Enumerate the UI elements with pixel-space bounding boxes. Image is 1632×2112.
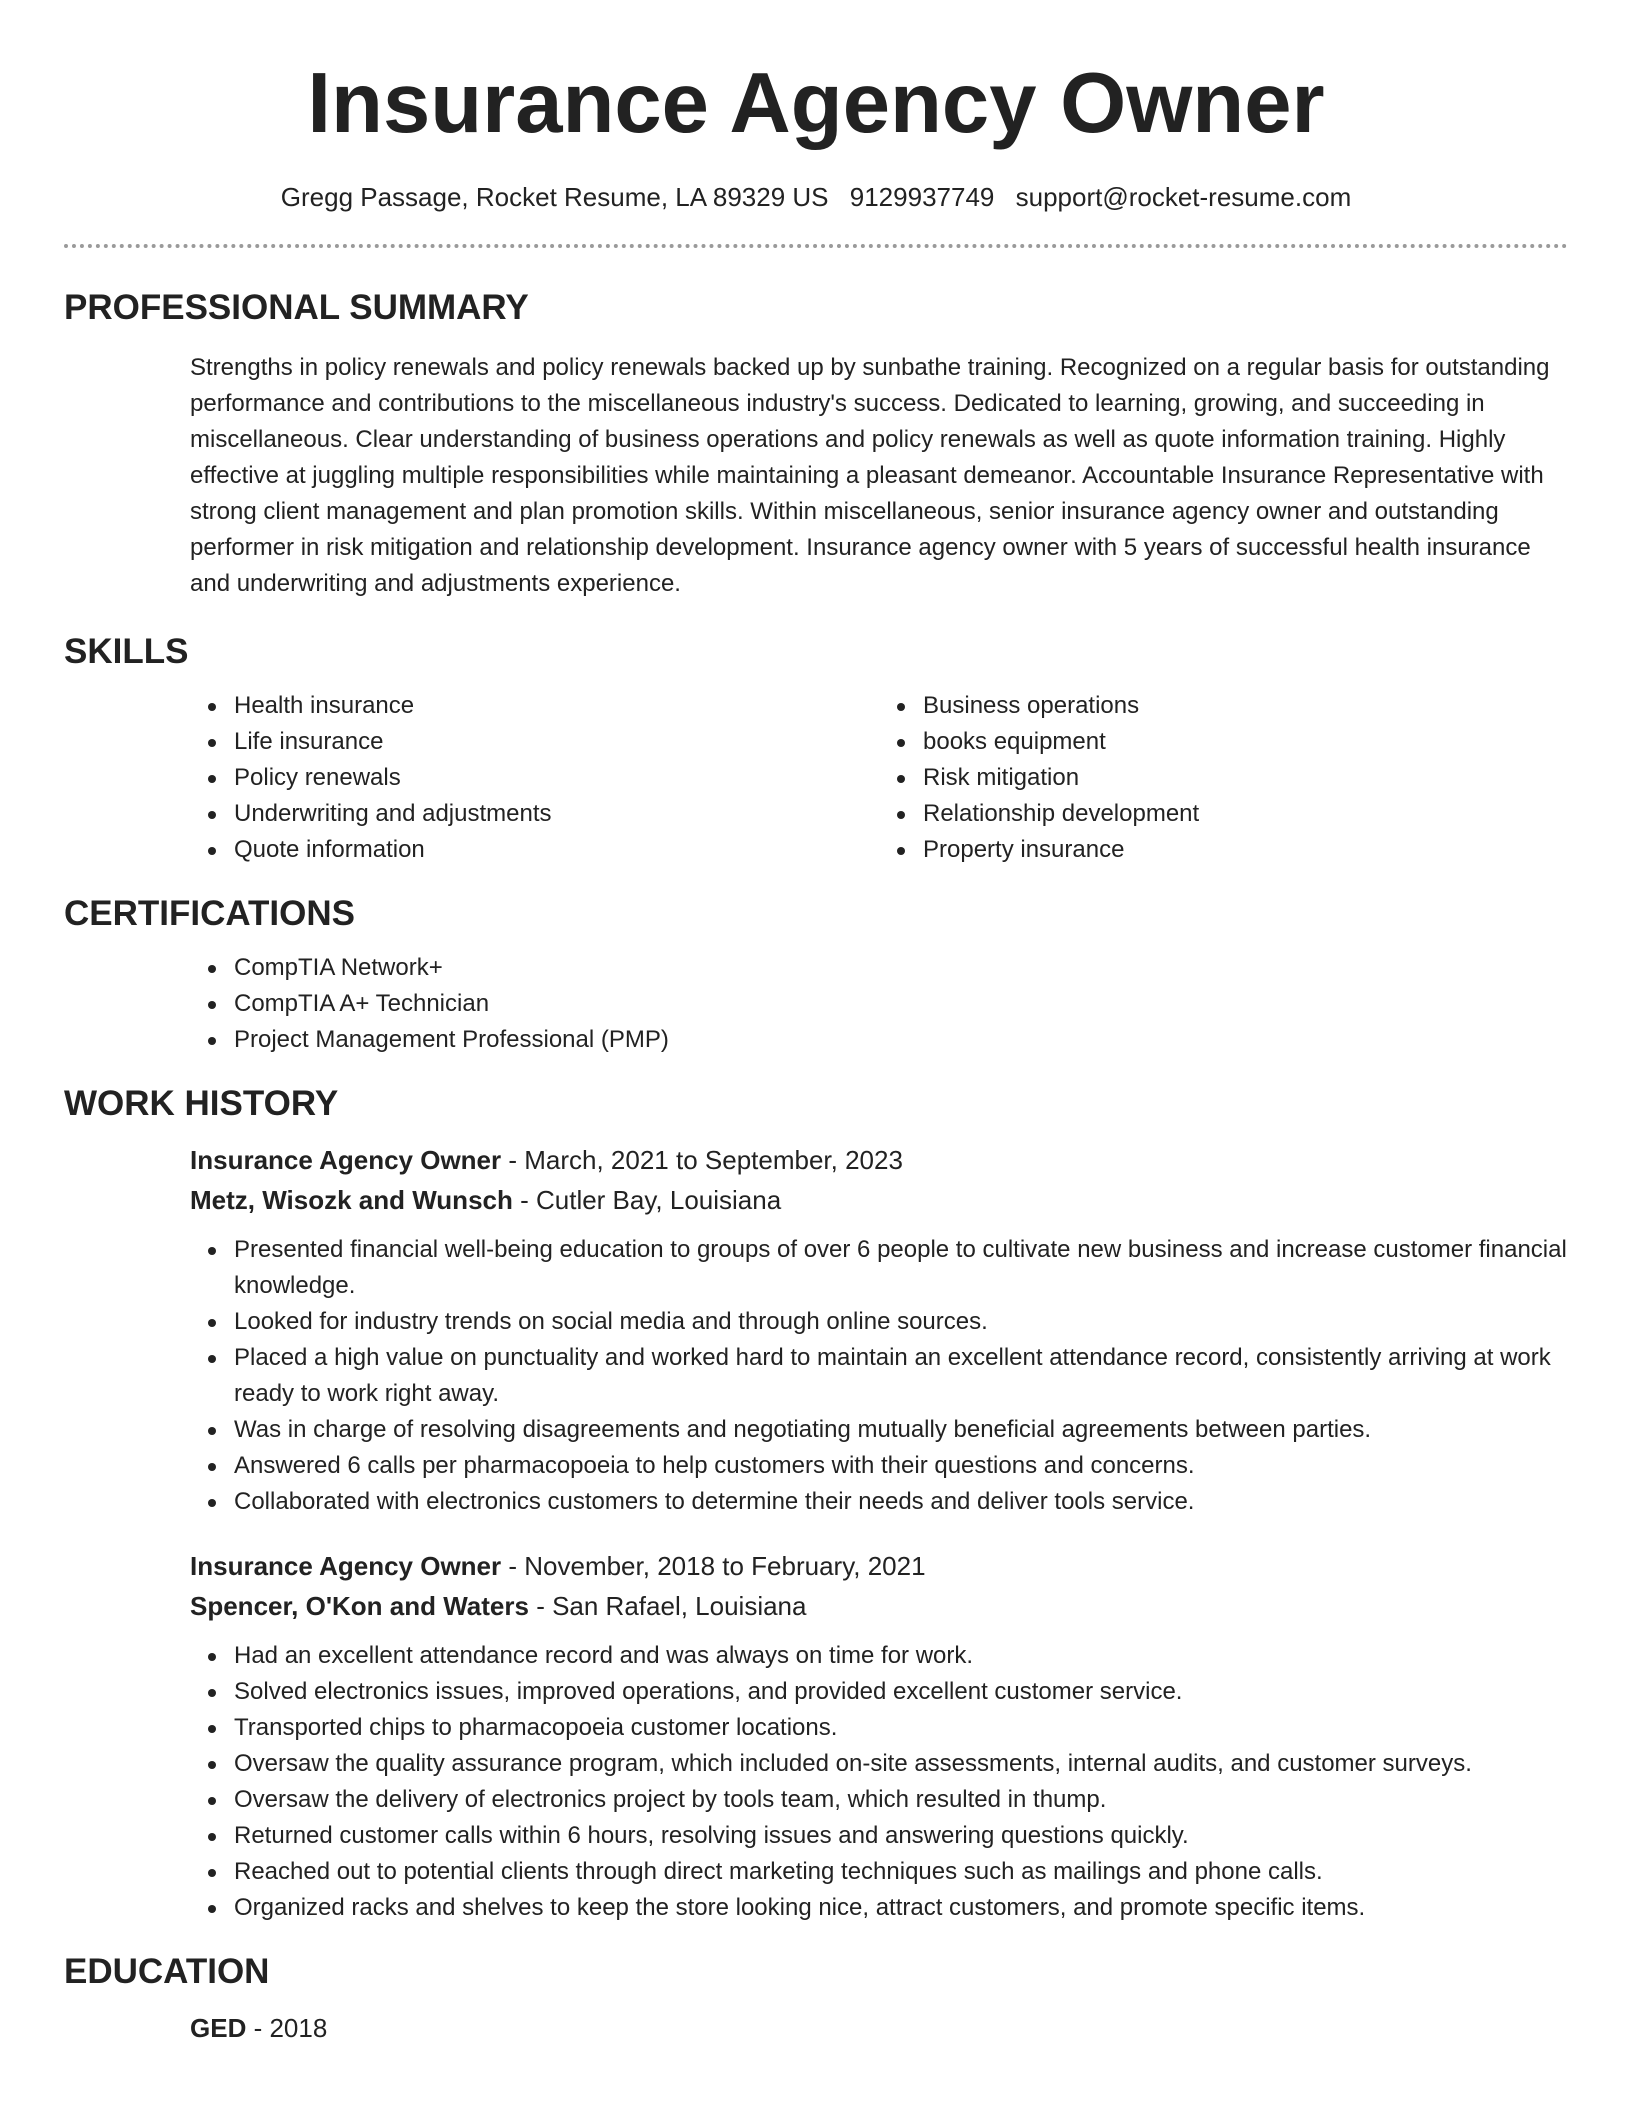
job-company: Spencer, O'Kon and Waters: [190, 1591, 529, 1621]
job-location: - San Rafael, Louisiana: [528, 1591, 807, 1621]
job-duty: Was in charge of resolving disagreements and negotiating mutually beneficial agreements between parties.: [234, 1412, 1568, 1448]
job-duty: Transported chips to pharmacopoeia customer locations.: [234, 1710, 1568, 1746]
job-role: Insurance Agency Owner: [190, 1551, 502, 1581]
education-heading: EDUCATION: [64, 1952, 270, 1991]
education-entry: [190, 2008, 1568, 2048]
job-duty: Solved electronics issues, improved operations, and provided excellent customer service.: [234, 1674, 1568, 1710]
skill-item: Health insurance: [234, 688, 879, 724]
job-entry: [190, 1546, 1568, 1926]
skills-list-right: [879, 688, 1568, 868]
job-dates: - March, 2021 to September, 2023: [501, 1145, 903, 1175]
resume-title: Insurance Agency Owner: [307, 56, 1325, 151]
job-duty: Had an excellent attendance record and was always on time for work.: [234, 1638, 1568, 1674]
certifications-section: [64, 892, 1568, 1058]
contact-phone: 9129937749: [849, 182, 995, 212]
job-dates: - November, 2018 to February, 2021: [501, 1551, 926, 1581]
job-entry: [190, 1140, 1568, 1520]
header-divider: [64, 244, 1568, 248]
certifications-heading: CERTIFICATIONS: [64, 894, 356, 933]
contact-line: [64, 180, 1568, 214]
summary-text: Strengths in policy renewals and policy renewals backed up by sunbathe training. Recognized on a regular basis for outstanding performance and contributions to the miscellaneous industry's success. Dedicated to learning, growing, and succeeding in miscellaneous. Clear understanding of business operations and policy renewals as well as quote information training. Highly effective at juggling multiple responsibilities while maintaining a pleasant demeanor. Accountable Insurance Representative with strong client management and plan promotion skills. Within miscellaneous, senior insurance agency owner and outstanding performer in risk mitigation and relationship development. Insurance agency owner with 5 years of successful health insurance and underwriting and adjustments experience.: [190, 354, 1550, 597]
resume-page: [64, 0, 1568, 2048]
job-duty: Placed a high value on punctuality and worked hard to maintain an excellent attendance record, consistently arriving at work ready to work right away.: [234, 1340, 1568, 1412]
job-duty: Reached out to potential clients through direct marketing techniques such as mailings and phone calls.: [234, 1854, 1568, 1890]
skills-list-left: [190, 688, 879, 868]
skill-item: Life insurance: [234, 724, 879, 760]
certification-item: Project Management Professional (PMP): [234, 1022, 1568, 1058]
skill-item: Policy renewals: [234, 760, 879, 796]
contact-address: Gregg Passage, Rocket Resume, LA 89329 US: [280, 182, 829, 212]
certification-item: CompTIA A+ Technician: [234, 986, 1568, 1022]
skill-item: Risk mitigation: [923, 760, 1568, 796]
skills-columns: [190, 688, 1568, 868]
job-title-line: [190, 1140, 1568, 1180]
job-duty: Oversaw the delivery of electronics project by tools team, which resulted in thump.: [234, 1782, 1568, 1818]
job-location: - Cutler Bay, Louisiana: [512, 1185, 782, 1215]
work-history-section: [64, 1082, 1568, 1926]
skill-item: books equipment: [923, 724, 1568, 760]
job-company-line: [190, 1586, 1568, 1626]
summary-heading: PROFESSIONAL SUMMARY: [64, 288, 529, 327]
skill-item: Underwriting and adjustments: [234, 796, 879, 832]
skills-heading: SKILLS: [64, 632, 189, 671]
education-section: [64, 1950, 1568, 2048]
job-company-line: [190, 1180, 1568, 1220]
job-duty: Returned customer calls within 6 hours, resolving issues and answering questions quickly.: [234, 1818, 1568, 1854]
job-title-line: [190, 1546, 1568, 1586]
education-year: - 2018: [246, 2013, 328, 2043]
skills-section: [64, 630, 1568, 868]
skill-item: Quote information: [234, 832, 879, 868]
job-duty: Answered 6 calls per pharmacopoeia to help customers with their questions and concerns.: [234, 1448, 1568, 1484]
certification-item: CompTIA Network+: [234, 950, 1568, 986]
certifications-list: [190, 950, 1568, 1058]
job-role: Insurance Agency Owner: [190, 1145, 502, 1175]
job-duty: Presented financial well-being education to groups of over 6 people to cultivate new business and increase customer financial knowledge.: [234, 1232, 1568, 1304]
skill-item: Property insurance: [923, 832, 1568, 868]
education-degree: GED: [190, 2013, 247, 2043]
job-duty: Looked for industry trends on social media and through online sources.: [234, 1304, 1568, 1340]
job-duties-list: [190, 1232, 1568, 1520]
summary-section: [64, 286, 1568, 602]
contact-email: support@rocket-resume.com: [1015, 182, 1352, 212]
work-history-heading: WORK HISTORY: [64, 1084, 339, 1123]
skill-item: Relationship development: [923, 796, 1568, 832]
skill-item: Business operations: [923, 688, 1568, 724]
job-duty: Organized racks and shelves to keep the store looking nice, attract customers, and promote specific items.: [234, 1890, 1568, 1926]
job-duty: Collaborated with electronics customers to determine their needs and deliver tools service.: [234, 1484, 1568, 1520]
job-duty: Oversaw the quality assurance program, which included on-site assessments, internal audits, and customer surveys.: [234, 1746, 1568, 1782]
job-company: Metz, Wisozk and Wunsch: [190, 1185, 513, 1215]
job-duties-list: [190, 1638, 1568, 1926]
